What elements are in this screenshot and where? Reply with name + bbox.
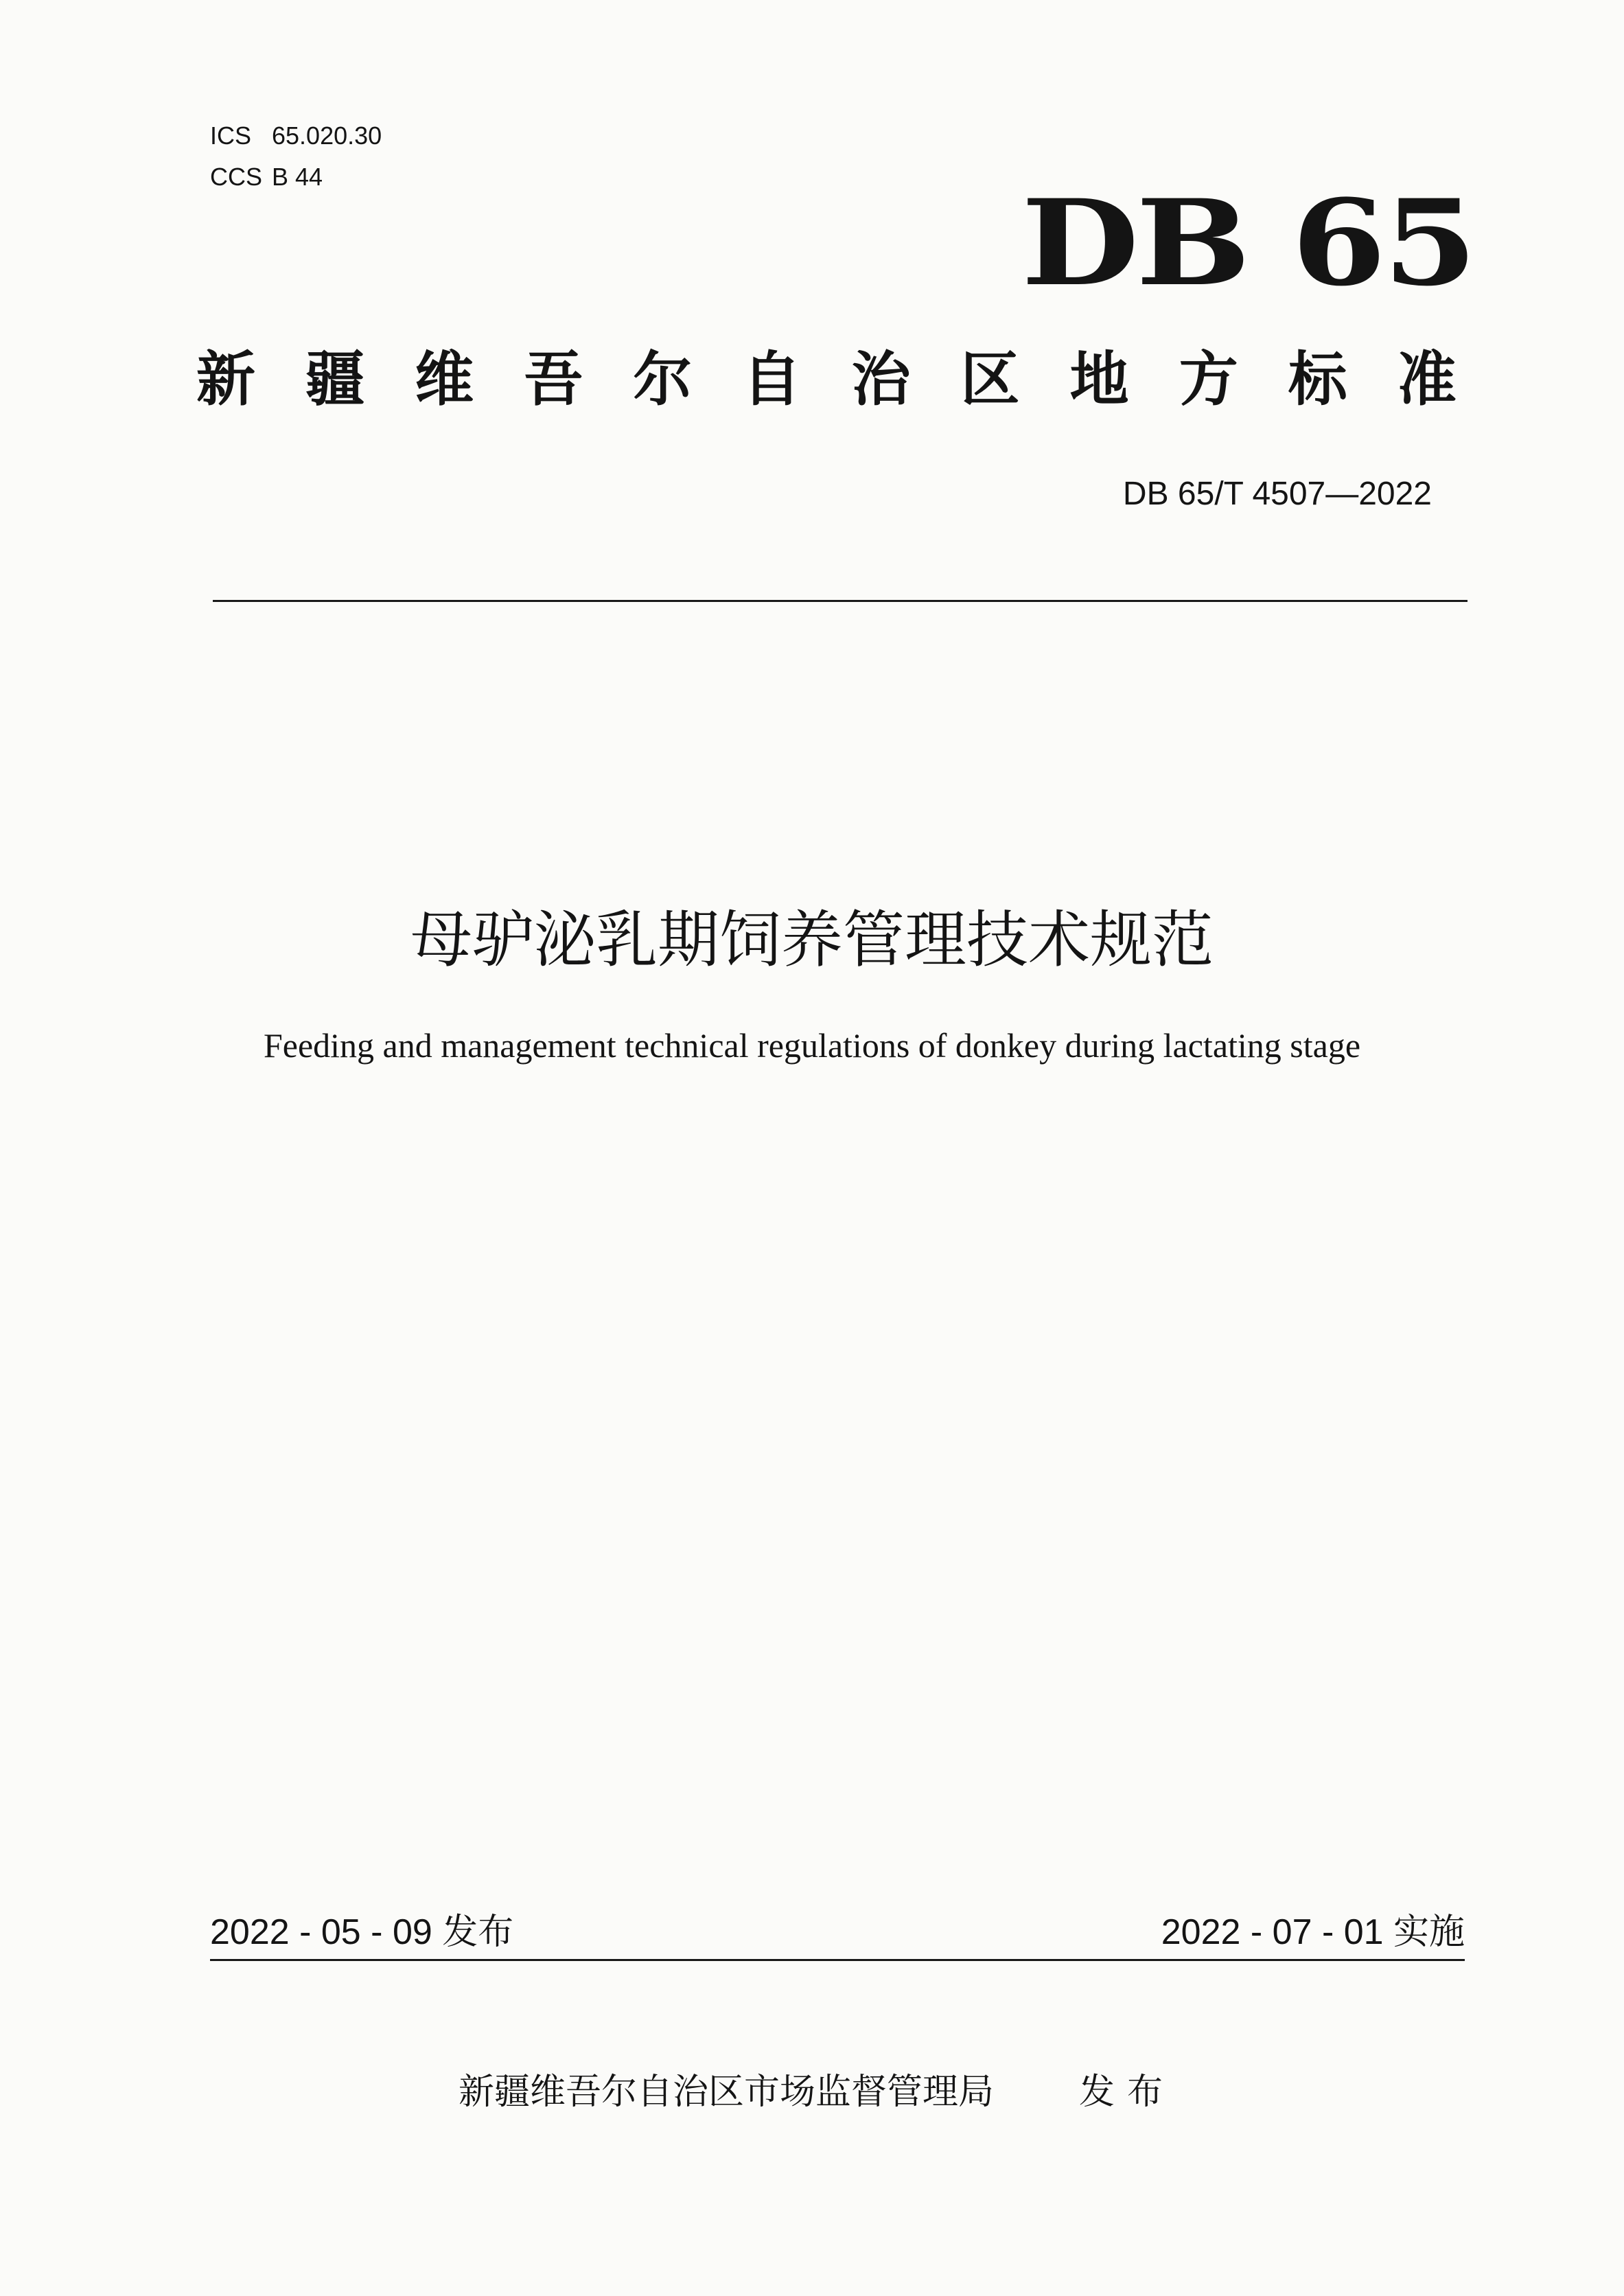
implement-date: 2022 - 07 - 01 实施 [1161,1912,1465,1952]
standard-category-title [196,342,1457,417]
classification-codes [210,115,382,198]
standard-category-char: 标 [1288,345,1347,414]
standard-category-char: 准 [1397,345,1457,414]
ccs-value: B 44 [272,163,323,191]
standard-category-char: 治 [851,345,911,414]
ccs-label: CCS [210,163,263,191]
document-title-chinese: 母驴泌乳期饲养管理技术规范 [410,904,1214,976]
issuing-authority: 新疆维吾尔自治区市场监督管理局 [459,2072,995,2113]
standard-category-char: 疆 [305,345,365,414]
standard-category-char: 新 [196,345,255,414]
issue-action: 发布 [1079,2072,1176,2113]
ics-value: 65.020.30 [272,121,382,150]
standard-category-char: 自 [742,345,802,414]
top-divider [213,600,1468,602]
db65-logo: DB 65 [1021,173,1474,312]
bottom-divider [210,1959,1465,1961]
standard-category-char: 吾 [524,345,583,414]
standard-category-char: 方 [1179,345,1238,414]
standard-category-char: 地 [1069,345,1129,414]
standard-category-char: 尔 [633,345,693,414]
standard-category-char: 维 [415,345,474,414]
ics-row [210,115,382,156]
ics-label: ICS [210,121,252,150]
document-title-english: Feeding and management technical regulations of donkey during lactating stage [263,1026,1361,1065]
ccs-row [210,156,382,198]
publish-date: 2022 - 05 - 09 发布 [210,1912,514,1952]
standard-category-char: 区 [960,345,1020,414]
standard-number: DB 65/T 4507—2022 [1122,476,1432,512]
